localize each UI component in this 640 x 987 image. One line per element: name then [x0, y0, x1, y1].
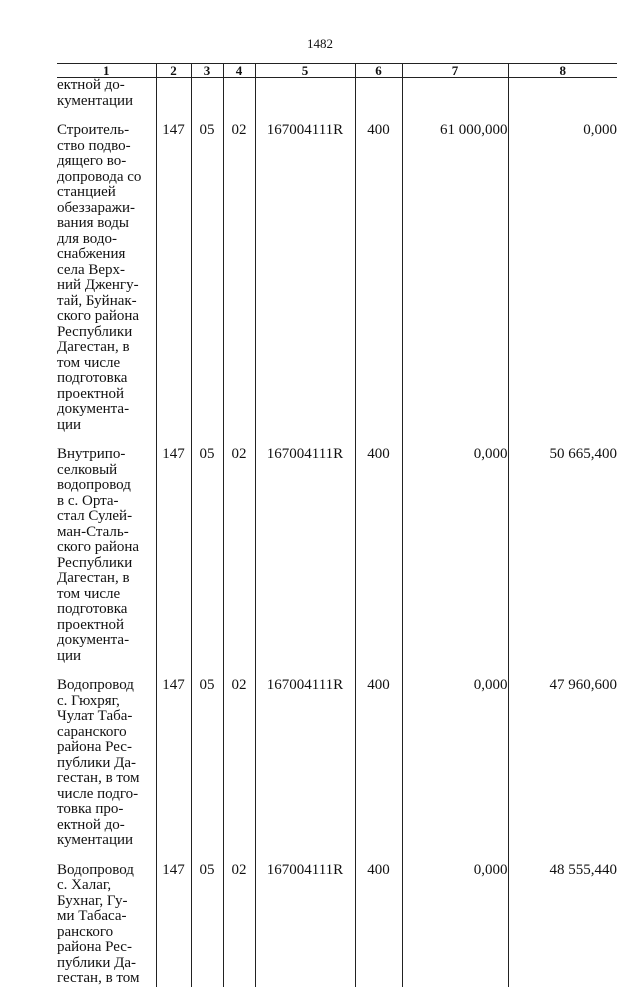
- table-cell: 05: [191, 447, 223, 664]
- table-cell: 0,000: [402, 678, 508, 849]
- row-name-cell: [57, 863, 156, 987]
- header-row: [57, 64, 617, 78]
- row-name: Строитель- ство подво- дящего во- допровода со станцией обеззаражи- вания воды для водо- снабжения села Верх- ний Дженгу- тай, Буйнак- ского района Республики Дагестан, в том числе подготовка проектной документа- ции: [57, 122, 142, 433]
- table-cell: 50 665,400: [508, 447, 617, 664]
- column-header: 2: [156, 64, 191, 78]
- table-cell: [402, 78, 508, 110]
- row-name: Водопровод с. Халаг, Бухнаг, Гу- ми Табаса- ранского района Рес- публики Да- гестан, в том: [57, 861, 140, 986]
- column-header: 1: [57, 64, 156, 78]
- column-header: 8: [508, 64, 617, 78]
- table-cell: 05: [191, 863, 223, 987]
- table-cell: 05: [191, 678, 223, 849]
- table-row: [57, 863, 617, 987]
- budget-table: [57, 63, 617, 987]
- column-header: 3: [191, 64, 223, 78]
- row-name-cell: [57, 447, 156, 664]
- table-cell: 147: [156, 863, 191, 987]
- column-header: 4: [223, 64, 255, 78]
- table-cell: 167004111R: [255, 123, 355, 433]
- table-row: [57, 78, 617, 110]
- table-cell: [191, 78, 223, 110]
- row-name-cell: [57, 123, 156, 433]
- row-name: Водопровод с. Гюхряг, Чулат Таба- саранского района Рес- публики Да- гестан, в том числе подго- товка про- ектной до- кументации: [57, 677, 140, 848]
- row-gap: [57, 433, 617, 447]
- column-header: 7: [402, 64, 508, 78]
- table-row: [57, 447, 617, 664]
- table-cell: 147: [156, 678, 191, 849]
- table-cell: 0,000: [402, 863, 508, 987]
- table-cell: 05: [191, 123, 223, 433]
- table-cell: 02: [223, 863, 255, 987]
- row-name-cell: [57, 78, 156, 110]
- table-row: [57, 678, 617, 849]
- table-cell: 147: [156, 447, 191, 664]
- table-cell: 400: [355, 678, 402, 849]
- table-cell: 167004111R: [255, 863, 355, 987]
- table-cell: 147: [156, 123, 191, 433]
- table-cell: 167004111R: [255, 447, 355, 664]
- row-gap: [57, 849, 617, 863]
- table-cell: 48 555,440: [508, 863, 617, 987]
- table-cell: 0,000: [508, 123, 617, 433]
- table-cell: [355, 78, 402, 110]
- table-cell: 400: [355, 123, 402, 433]
- table-cell: 02: [223, 447, 255, 664]
- row-name-cell: [57, 678, 156, 849]
- table-cell: 61 000,000: [402, 123, 508, 433]
- column-header: 6: [355, 64, 402, 78]
- table-cell: [255, 78, 355, 110]
- table-cell: [508, 78, 617, 110]
- table-cell: 400: [355, 863, 402, 987]
- column-header: 5: [255, 64, 355, 78]
- table-cell: 167004111R: [255, 678, 355, 849]
- row-name: Внутрипо- селковый водопровод в с. Орта- стал Сулей- ман-Сталь- ского района Республики Дагестан, в том числе подготовка проектной документа- ции: [57, 446, 140, 664]
- table-cell: 400: [355, 447, 402, 664]
- row-gap: [57, 109, 617, 123]
- row-gap: [57, 664, 617, 678]
- table-cell: 02: [223, 123, 255, 433]
- table-cell: 0,000: [402, 447, 508, 664]
- table-cell: [223, 78, 255, 110]
- row-name: ектной до- кументации: [57, 77, 134, 109]
- page-number: 1482: [307, 36, 333, 51]
- table-row: [57, 123, 617, 433]
- table-cell: 47 960,600: [508, 678, 617, 849]
- table-cell: [156, 78, 191, 110]
- table-cell: 02: [223, 678, 255, 849]
